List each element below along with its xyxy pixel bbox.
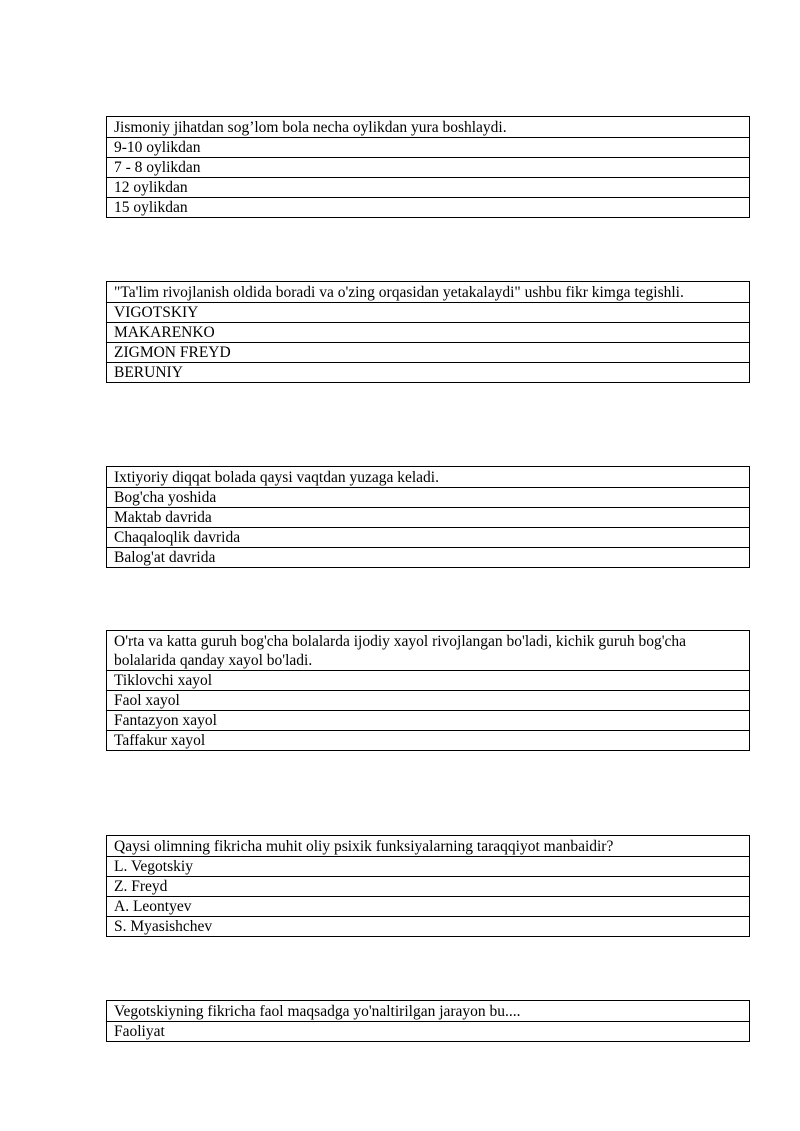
question-block-4 <box>106 630 750 751</box>
option-row <box>107 731 750 751</box>
option-text: Fantazyon xayol <box>107 711 750 731</box>
question-row <box>107 631 750 671</box>
option-row <box>107 857 750 877</box>
question-row <box>107 1001 750 1022</box>
option-text: S. Myasishchev <box>107 917 750 937</box>
option-text: 15 oylikdan <box>107 198 750 218</box>
option-text: A. Leontyev <box>107 897 750 917</box>
question-text: Jismoniy jihatdan sog’lom bola necha oylikdan yura boshlaydi. <box>107 117 750 138</box>
question-text: Qaysi olimning fikricha muhit oliy psixik funksiyalarning taraqqiyot manbaidir? <box>107 836 750 857</box>
option-text: BERUNIY <box>107 363 750 383</box>
option-row <box>107 671 750 691</box>
question-text: Vegotskiyning fikricha faol maqsadga yo'naltirilgan jarayon bu.... <box>107 1001 750 1022</box>
option-row <box>107 363 750 383</box>
option-row <box>107 508 750 528</box>
option-row <box>107 877 750 897</box>
option-text: Maktab davrida <box>107 508 750 528</box>
option-text: Chaqaloqlik davrida <box>107 528 750 548</box>
option-text: Balog'at davrida <box>107 548 750 568</box>
option-text: VIGOTSKIY <box>107 303 750 323</box>
option-text: MAKARENKO <box>107 323 750 343</box>
option-row <box>107 917 750 937</box>
option-row <box>107 1022 750 1042</box>
option-row <box>107 323 750 343</box>
option-text: Z. Freyd <box>107 877 750 897</box>
option-row <box>107 178 750 198</box>
question-block-2 <box>106 281 750 383</box>
option-row <box>107 488 750 508</box>
option-row <box>107 303 750 323</box>
option-row <box>107 198 750 218</box>
option-row <box>107 548 750 568</box>
question-text: Ixtiyoriy diqqat bolada qaysi vaqtdan yuzaga keladi. <box>107 467 750 488</box>
question-text: O'rta va katta guruh bog'cha bolalarda ijodiy xayol rivojlangan bo'ladi, kichik guruh bog'cha bolalarida qanday xayol bo'ladi. <box>107 631 750 671</box>
option-row <box>107 897 750 917</box>
question-block-5 <box>106 835 750 937</box>
question-text: "Ta'lim rivojlanish oldida boradi va o'zing orqasidan yetakalaydi" ushbu fikr kimga tegishli. <box>107 282 750 303</box>
question-row <box>107 836 750 857</box>
option-text: ZIGMON FREYD <box>107 343 750 363</box>
option-row <box>107 711 750 731</box>
question-row <box>107 282 750 303</box>
question-row <box>107 467 750 488</box>
option-text: 12 oylikdan <box>107 178 750 198</box>
option-text: Taffakur xayol <box>107 731 750 751</box>
option-text: Faoliyat <box>107 1022 750 1042</box>
question-row <box>107 117 750 138</box>
question-block-3 <box>106 466 750 568</box>
option-text: 9-10 oylikdan <box>107 138 750 158</box>
option-text: Tiklovchi xayol <box>107 671 750 691</box>
option-row <box>107 528 750 548</box>
question-block-6 <box>106 1000 750 1042</box>
option-row <box>107 343 750 363</box>
option-text: 7 - 8 oylikdan <box>107 158 750 178</box>
option-row <box>107 158 750 178</box>
option-text: L. Vegotskiy <box>107 857 750 877</box>
option-row <box>107 138 750 158</box>
option-text: Faol xayol <box>107 691 750 711</box>
option-row <box>107 691 750 711</box>
option-text: Bog'cha yoshida <box>107 488 750 508</box>
question-block-1 <box>106 116 750 218</box>
